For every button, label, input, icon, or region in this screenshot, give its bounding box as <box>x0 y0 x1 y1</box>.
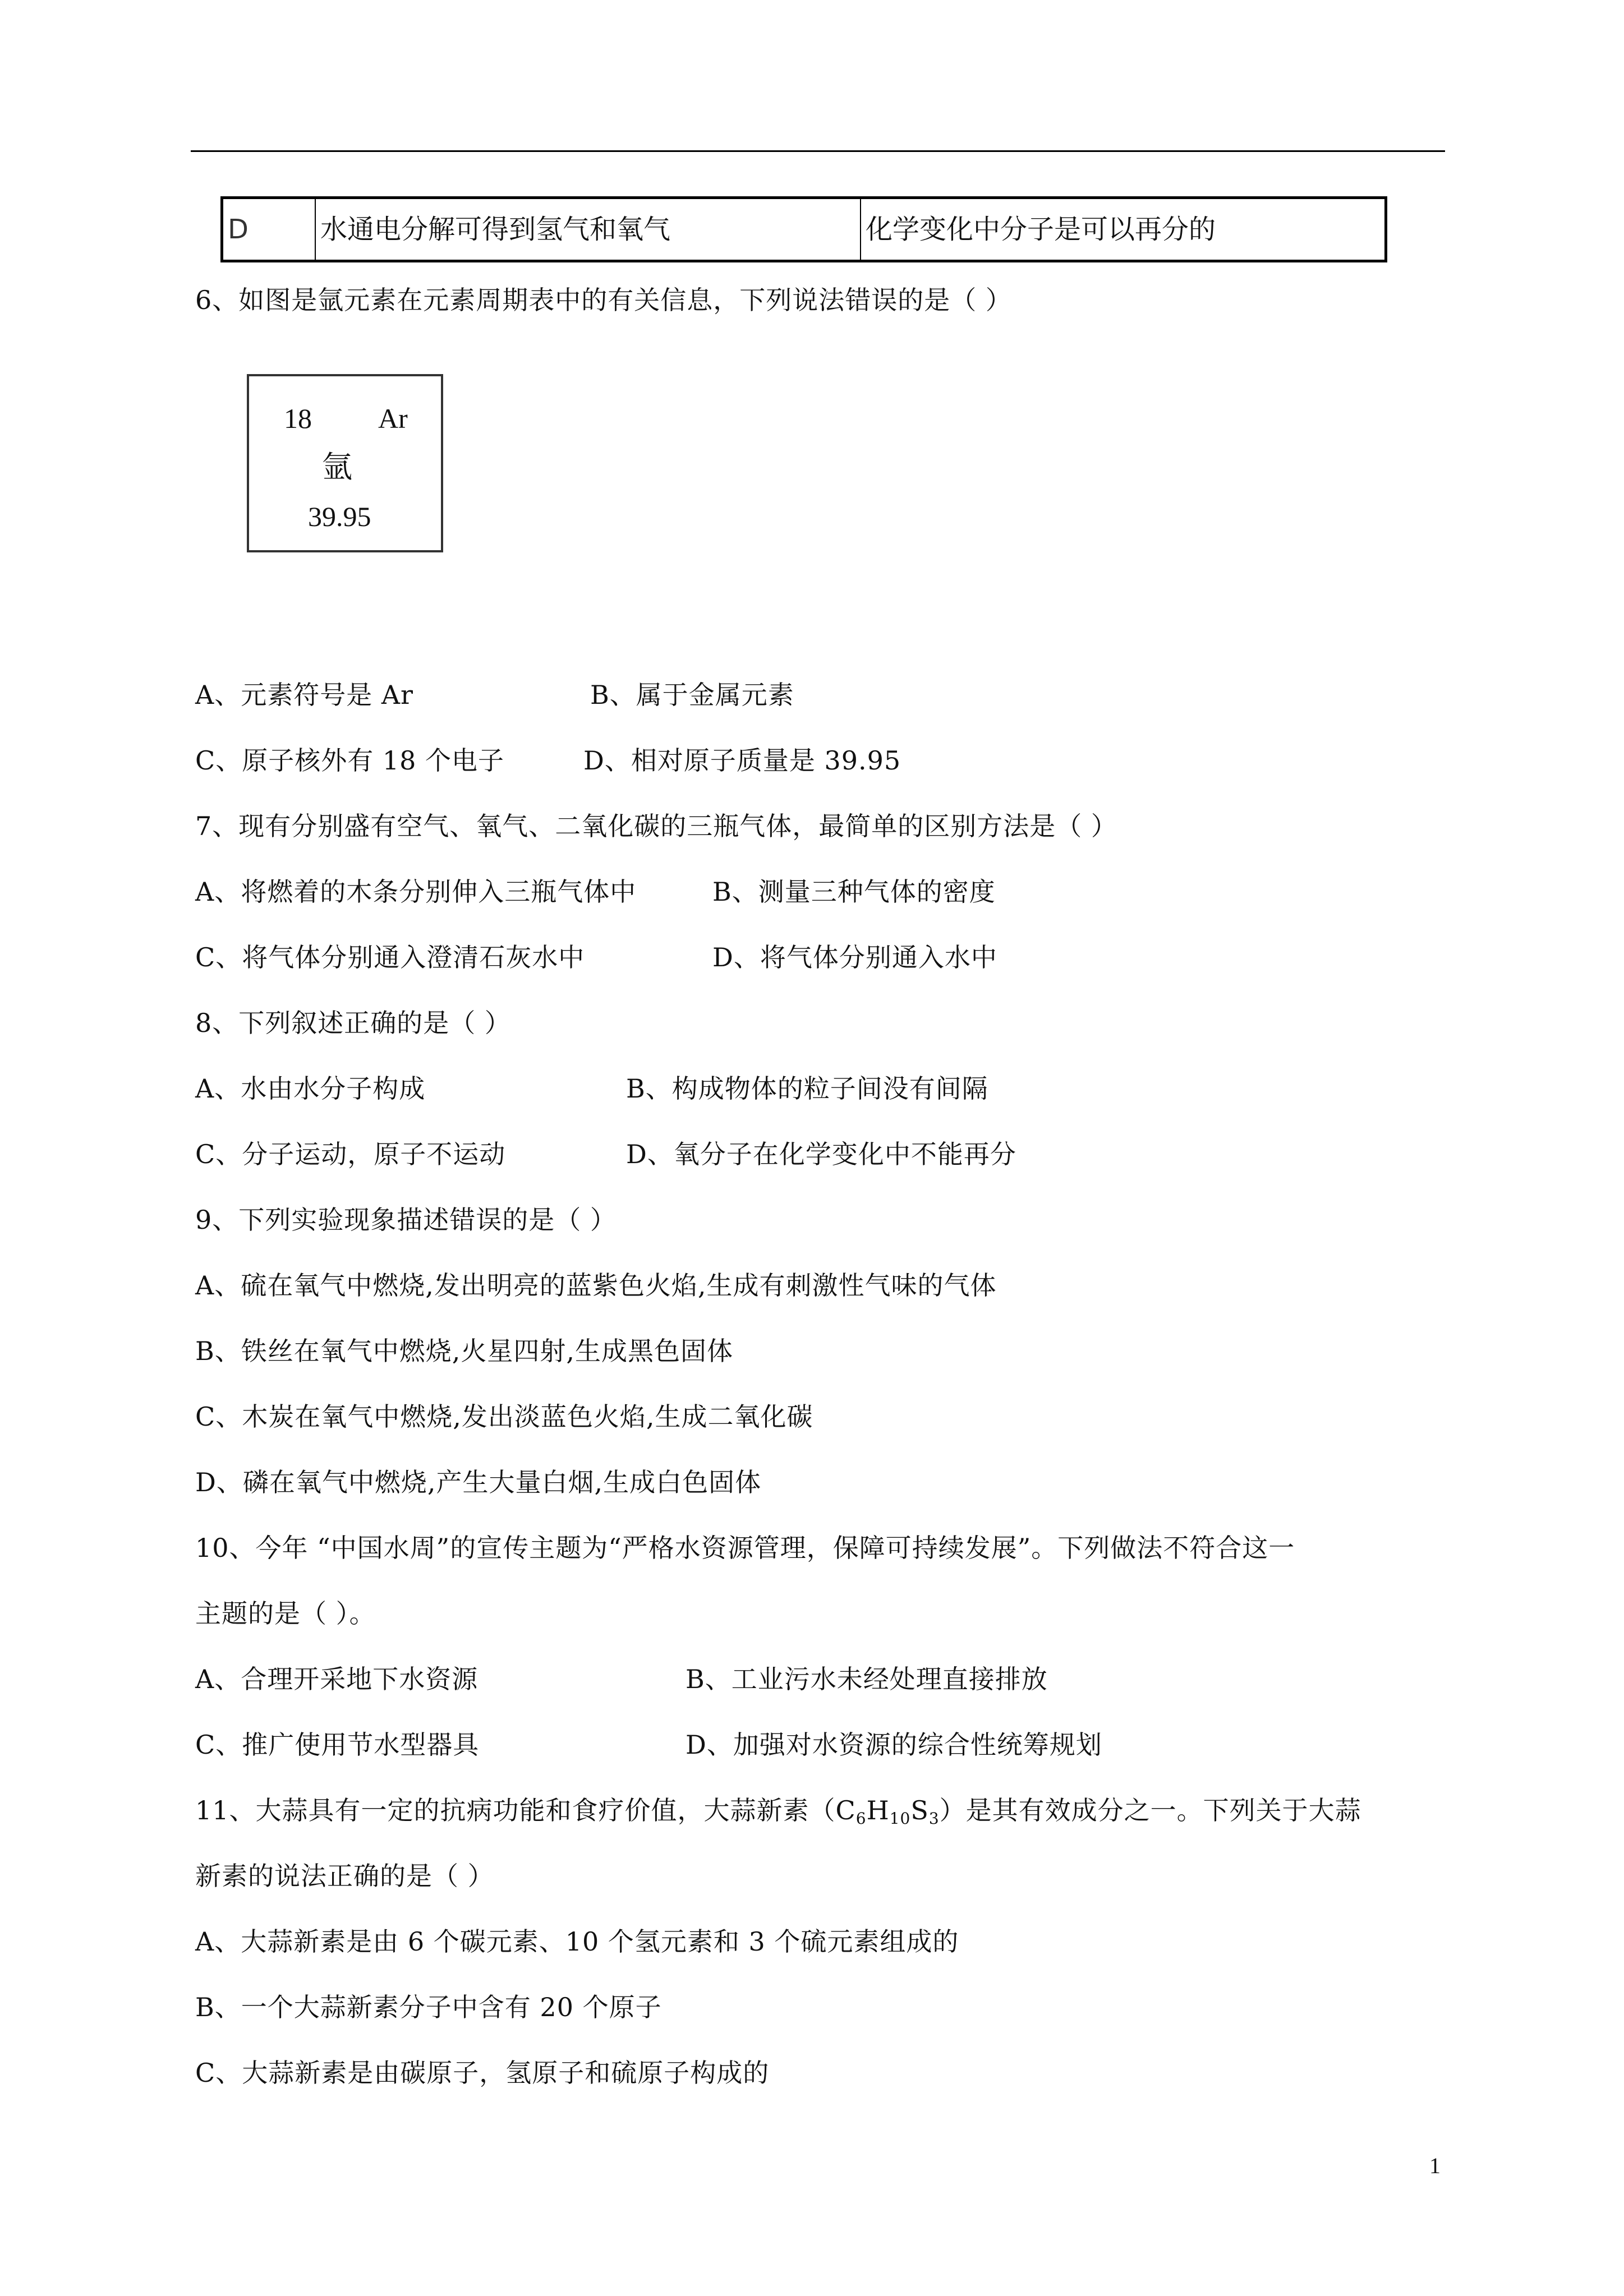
page-number: 1 <box>1429 2153 1441 2178</box>
question-7-option-b: B、测量三种气体的密度 <box>712 877 996 907</box>
formula-subscript-carbon: 6 <box>855 1809 867 1828</box>
question-11-stem-line1 <box>195 1795 1361 1828</box>
table-row <box>222 198 1386 261</box>
question-9-option-b: B、铁丝在氧气中燃烧,火星四射,生成黑色固体 <box>195 1336 734 1366</box>
question-11-option-b: B、一个大蒜新素分子中含有 20 个原子 <box>195 1992 662 2022</box>
question-11-stem-line2: 新素的说法正确的是（ ） <box>195 1861 494 1891</box>
question-8-stem: 8、下列叙述正确的是（ ） <box>195 1008 511 1038</box>
question-6-stem: 6、如图是氩元素在元素周期表中的有关信息，下列说法错误的是（ ） <box>195 285 1012 315</box>
question-6-option-a: A、元素符号是 Ar <box>195 680 414 710</box>
element-symbol: Ar <box>378 403 408 434</box>
question-7-option-c: C、将气体分别通入澄清石灰水中 <box>195 942 585 972</box>
question-11-stem-end: ）是其有效成分之一。下列关于大蒜 <box>939 1795 1361 1825</box>
element-name: 氩 <box>322 449 352 485</box>
question-7-option-a: A、将燃着的木条分别伸入三瓶气体中 <box>195 877 637 907</box>
question-9-option-c: C、木炭在氧气中燃烧,发出淡蓝色火焰,生成二氧化碳 <box>195 1401 813 1432</box>
question-11-stem-start: 11、大蒜具有一定的抗病功能和食疗价值，大蒜新素（C <box>195 1795 856 1825</box>
formula-subscript-sulfur: 3 <box>928 1809 940 1828</box>
formula-subscript-hydrogen: 10 <box>889 1809 911 1828</box>
question-8-option-d: D、氧分子在化学变化中不能再分 <box>626 1139 1016 1169</box>
question-10-option-c: C、推广使用节水型器具 <box>195 1730 480 1760</box>
table-cell-explanation: 化学变化中分子是可以再分的 <box>861 198 1386 261</box>
question-7-option-d: D、将气体分别通入水中 <box>712 942 997 972</box>
question-9-stem: 9、下列实验现象描述错误的是（ ） <box>195 1205 617 1235</box>
question-11-option-a: A、大蒜新素是由 6 个碳元素、10 个氢元素和 3 个硫元素组成的 <box>195 1926 959 1957</box>
question-10-option-b: B、工业污水未经处理直接排放 <box>686 1664 1048 1694</box>
header-rule <box>191 150 1445 152</box>
question-9-option-d: D、磷在氧气中燃烧,产生大量白烟,生成白色固体 <box>195 1467 762 1497</box>
question-10-stem-line2: 主题的是（ ）。 <box>195 1598 376 1629</box>
formula-sulfur: S <box>910 1795 929 1825</box>
table-cell-key: D <box>222 198 316 261</box>
question-10-option-d: D、加强对水资源的综合性统筹规划 <box>686 1730 1102 1760</box>
answer-table <box>220 196 1387 262</box>
question-11-option-c: C、大蒜新素是由碳原子，氢原子和硫原子构成的 <box>195 2058 770 2088</box>
question-8-option-b: B、构成物体的粒子间没有间隔 <box>626 1073 988 1104</box>
question-8-option-c: C、分子运动，原子不运动 <box>195 1139 506 1169</box>
question-10-option-a: A、合理开采地下水资源 <box>195 1664 479 1694</box>
question-6-option-c: C、原子核外有 18 个电子 <box>195 745 504 776</box>
atomic-mass: 39.95 <box>308 501 371 532</box>
periodic-element-card <box>247 374 443 552</box>
question-9-option-a: A、硫在氧气中燃烧,发出明亮的蓝紫色火焰,生成有刺激性气味的气体 <box>195 1270 997 1301</box>
atomic-number: 18 <box>284 403 312 434</box>
table-cell-fact: 水通电分解可得到氢气和氧气 <box>315 198 861 261</box>
question-6-option-b: B、属于金属元素 <box>590 680 794 710</box>
formula-hydrogen: H <box>866 1795 890 1825</box>
question-7-stem: 7、现有分别盛有空气、氧气、二氧化碳的三瓶气体，最简单的区别方法是（ ） <box>195 811 1117 841</box>
question-10-stem-line1: 10、今年 “中国水周”的宣传主题为“严格水资源管理，保障可持续发展”。下列做法不符合这一 <box>195 1533 1295 1563</box>
question-6-option-d: D、相对原子质量是 39.95 <box>583 745 901 776</box>
question-8-option-a: A、水由水分子构成 <box>195 1073 426 1104</box>
